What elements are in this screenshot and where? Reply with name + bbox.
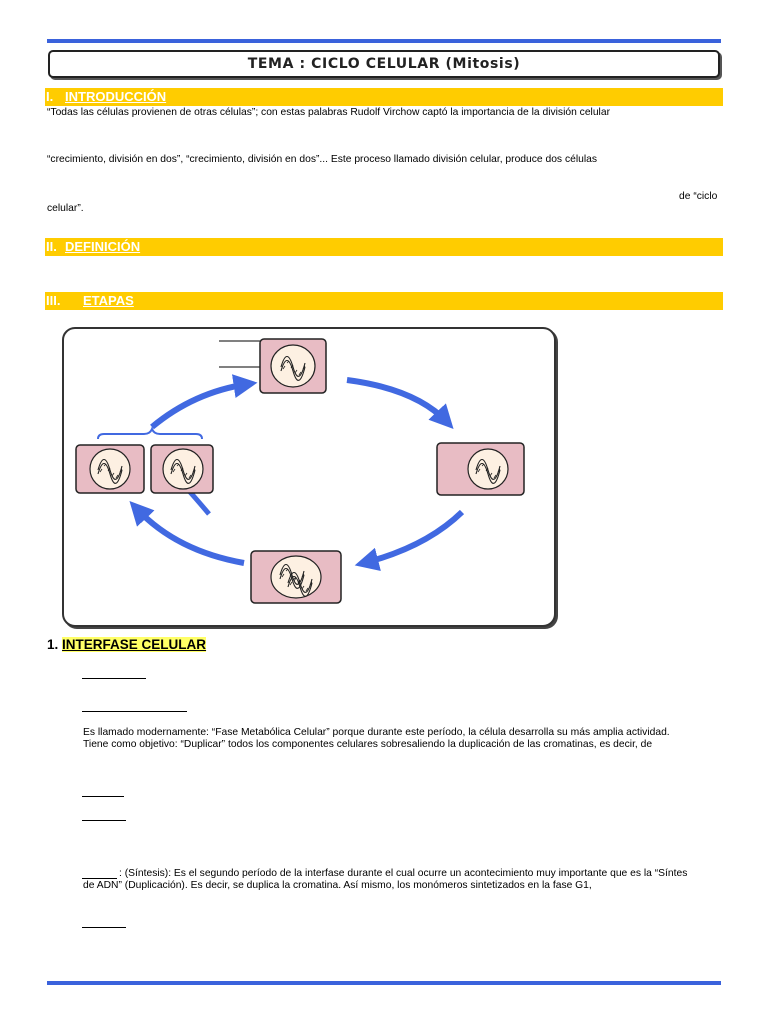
cell-top — [260, 339, 326, 393]
section-definicion-label: DEFINICIÓN — [65, 239, 141, 254]
intro-line-1: “Todas las células provienen de otras células”; con estas palabras Rudolf Virchow captó la importancia de la división celular — [47, 107, 611, 118]
blank-line-5 — [82, 927, 126, 928]
section-intro-bar — [45, 88, 723, 106]
interfase-number: 1. — [47, 637, 59, 652]
blank-line-4 — [82, 820, 126, 821]
cell-left-1 — [76, 445, 144, 493]
section-definicion-bar — [45, 238, 723, 256]
interfase-line-2: Tiene como objetivo: “Duplicar” todos los componentes celulares sobresaliendo la duplicación de las cromatinas, es decir, de — [83, 739, 653, 750]
blank-line-1 — [82, 678, 146, 679]
blank-line-2 — [82, 711, 187, 712]
arrow-bottom-left — [136, 508, 244, 563]
blank-line-3 — [82, 796, 124, 797]
arrow-left-top — [152, 384, 248, 427]
cell-cycle-diagram — [62, 327, 556, 627]
intro-line-4: celular”. — [47, 203, 84, 214]
sintesis-line-1: : (Síntesis): Es el segundo período de la interfase durante el cual ocurre un acontecimiento muy importante que es la “Síntes — [119, 868, 688, 879]
cell-bottom — [251, 551, 341, 603]
section-intro-label: INTRODUCCIÓN — [65, 89, 167, 104]
interfase-heading — [47, 637, 206, 652]
arrow-top-right — [347, 380, 447, 422]
bottom-rule — [47, 981, 721, 985]
section-etapas-bar — [45, 292, 723, 310]
bracket — [98, 429, 202, 439]
interfase-line-1: Es llamado modernamente: “Fase Metabólica Celular” porque durante este período, la célula desarrolla su más amplia actividad. — [83, 727, 670, 738]
top-rule — [47, 39, 721, 43]
interfase-label: INTERFASE CELULAR — [62, 637, 207, 652]
section-etapas-number: III. — [46, 293, 61, 308]
section-intro-number: I. — [46, 89, 54, 104]
intro-line-2: “crecimiento, división en dos”, “crecimiento, división en dos”... Este proceso llamado división celular, produce dos células — [47, 154, 597, 165]
cell-right — [437, 443, 524, 495]
cell-left-2 — [151, 445, 213, 493]
section-etapas-label: ETAPAS — [83, 293, 134, 308]
section-definicion-number: II. — [46, 239, 57, 254]
page-title: TEMA : CICLO CELULAR (Mitosis) — [48, 50, 720, 78]
cell-cycle-svg — [64, 329, 554, 625]
sintesis-line-2: de ADN” (Duplicación). Es decir, se duplica la cromatina. Así mismo, los monómeros sintetizados en la fase G1, — [83, 880, 592, 891]
intro-line-3: de “ciclo — [679, 191, 718, 202]
arrow-right-bottom — [364, 512, 462, 563]
